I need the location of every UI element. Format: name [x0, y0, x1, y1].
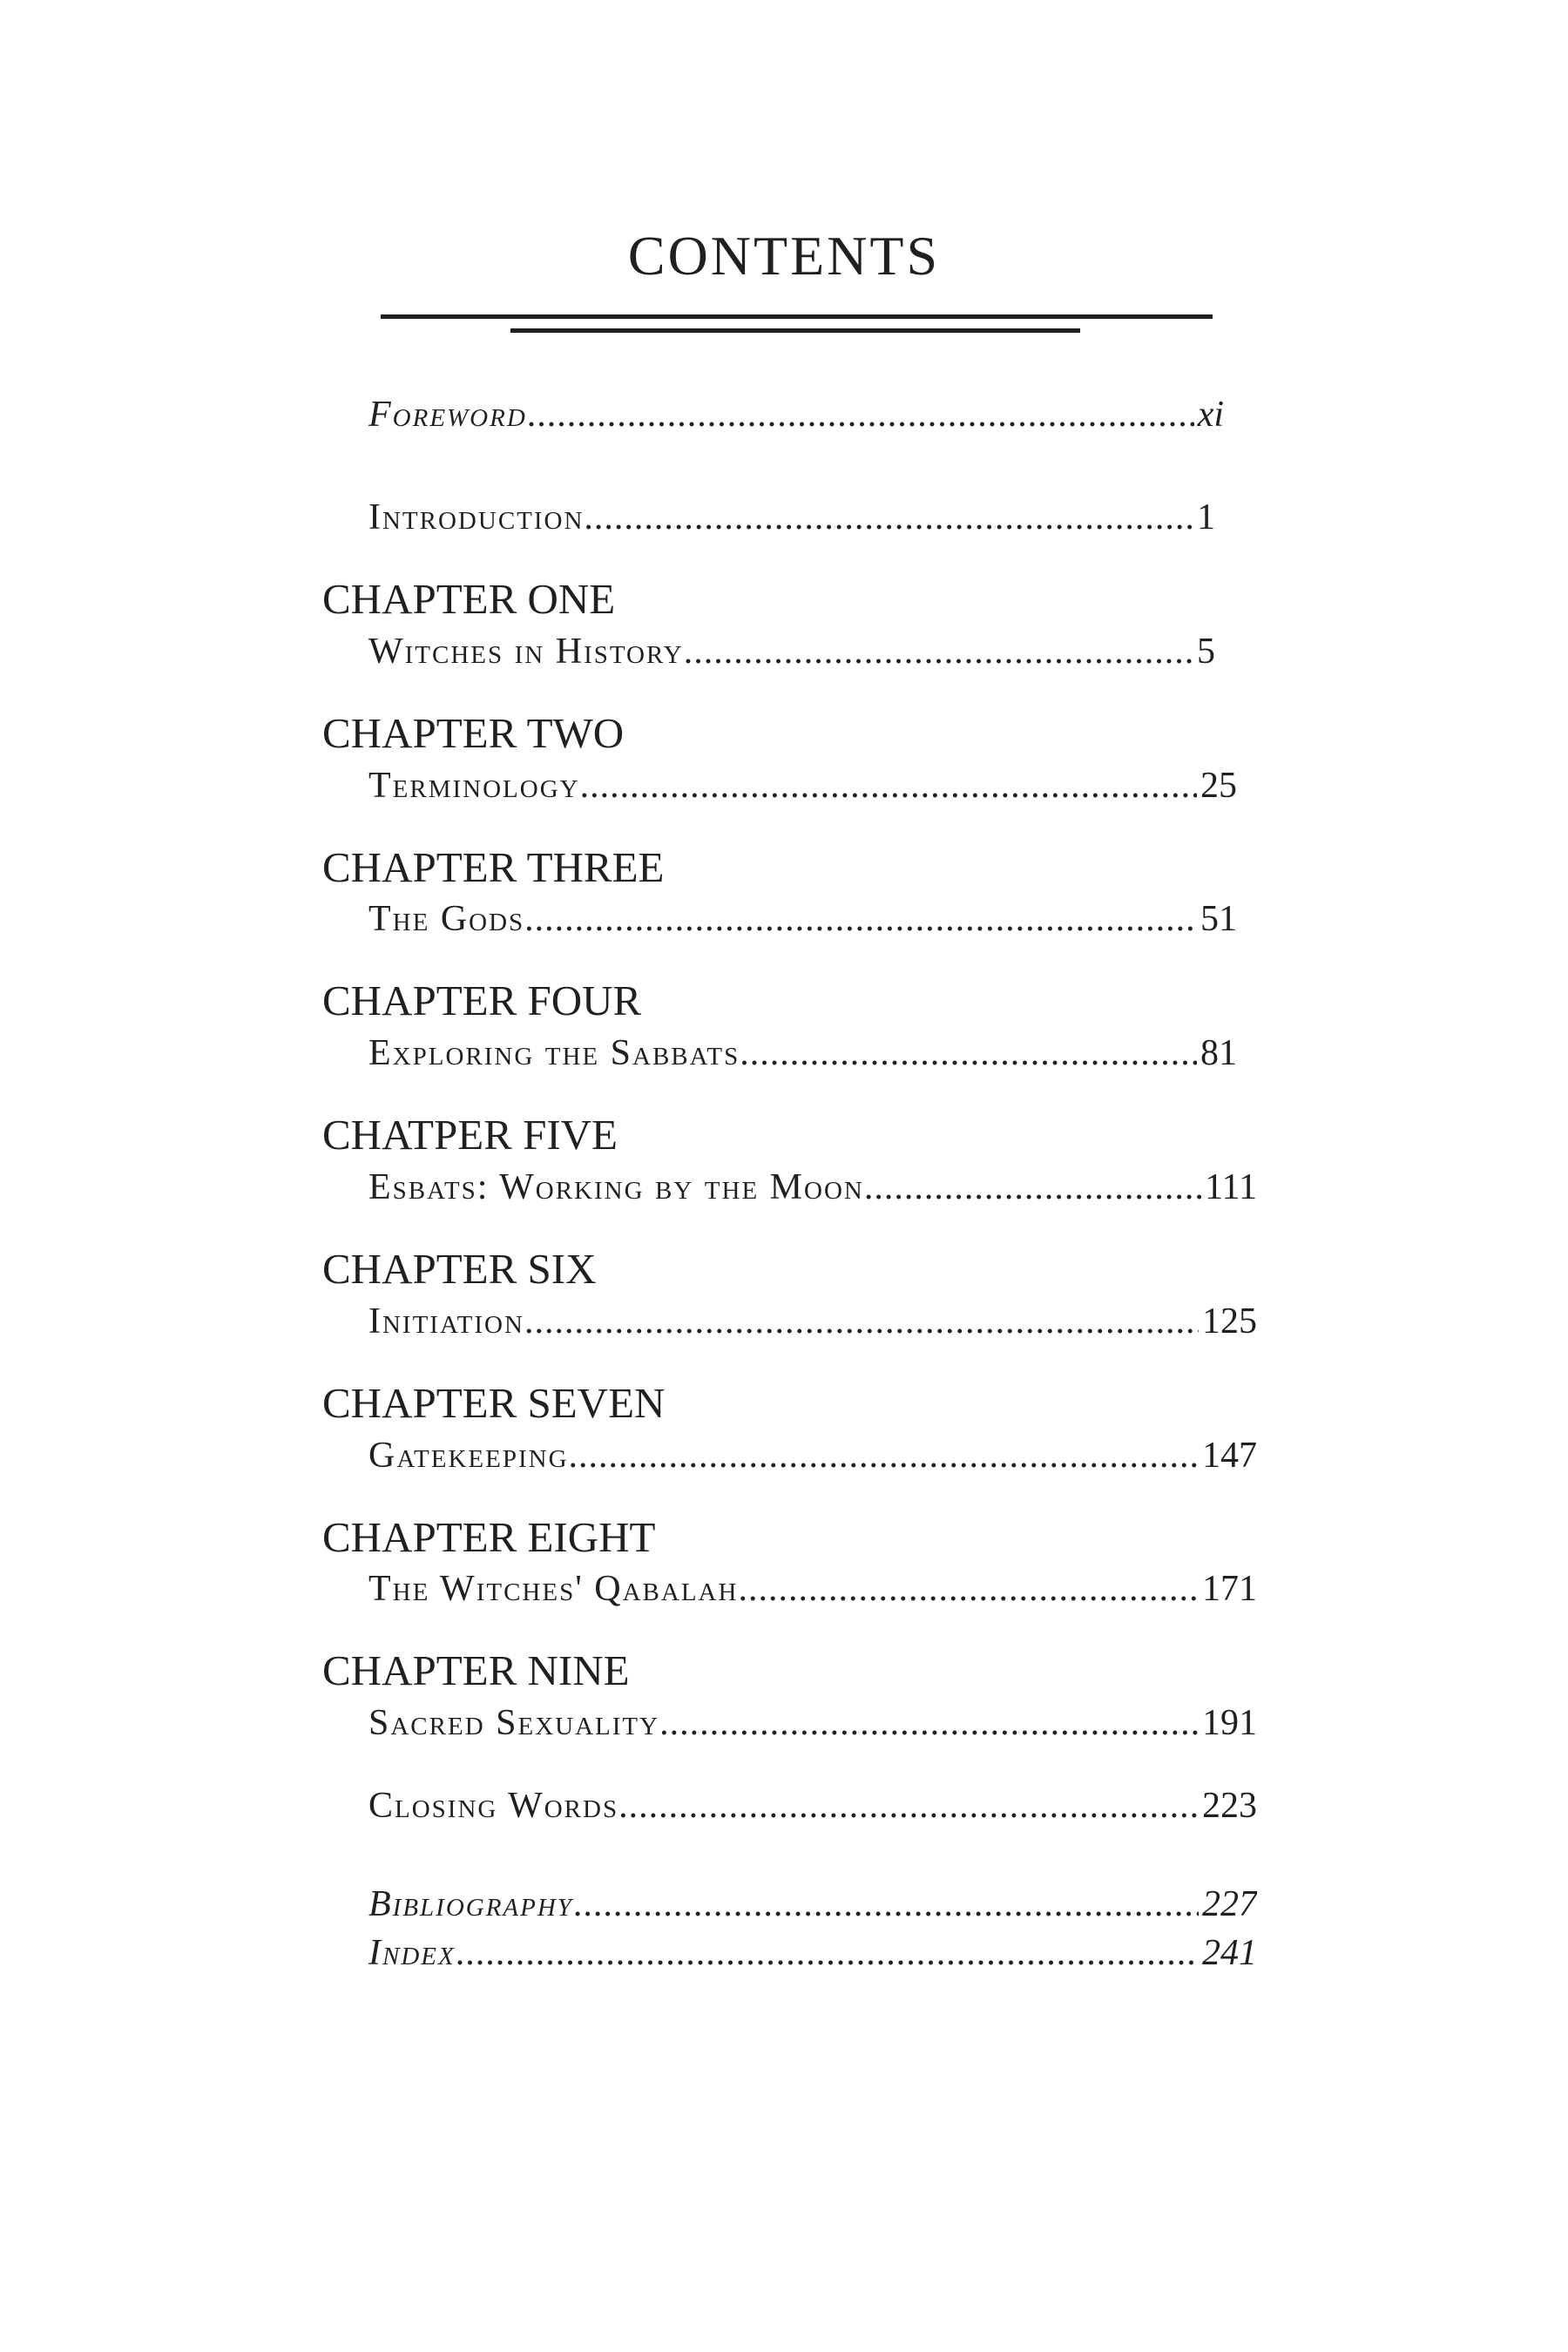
chapter-label: CHAPTER FOUR — [322, 977, 642, 1024]
toc-entry-introduction[interactable] — [368, 499, 1215, 536]
entry-title: Terminology — [368, 767, 580, 804]
entry-page: 171 — [1202, 1571, 1257, 1607]
chapter-label: CHAPTER THREE — [322, 843, 665, 891]
toc-entry-chapter-seven[interactable] — [368, 1437, 1257, 1474]
dot-leader — [569, 1437, 1199, 1474]
dot-leader — [524, 901, 1197, 937]
entry-title: Sacred Sexuality — [368, 1705, 660, 1741]
toc-entry-chapter-eight[interactable] — [368, 1571, 1257, 1607]
entry-title: Introduction — [368, 499, 585, 536]
entry-title: Esbats: Working by the Moon — [368, 1169, 864, 1206]
entry-page: 81 — [1200, 1035, 1237, 1071]
entry-title: Initiation — [368, 1303, 524, 1340]
chapter-label: CHAPTER NINE — [322, 1646, 630, 1694]
chapter-label: CHAPTER TWO — [322, 709, 625, 757]
entry-page: 51 — [1200, 901, 1237, 937]
entry-page: 1 — [1197, 499, 1215, 536]
title-rule-bottom — [510, 328, 1080, 333]
chapter-label: CHAPTER SEVEN — [322, 1379, 666, 1427]
dot-leader — [738, 1571, 1199, 1607]
entry-page: 191 — [1202, 1705, 1257, 1741]
entry-page: 111 — [1205, 1169, 1257, 1206]
chapter-label: CHAPTER SIX — [322, 1245, 597, 1293]
entry-title: Closing Words — [368, 1788, 619, 1824]
toc-entry-chapter-three[interactable] — [368, 901, 1237, 937]
entry-page: 241 — [1202, 1935, 1257, 1971]
dot-leader — [584, 499, 1193, 536]
page-title: contents — [627, 203, 941, 292]
dot-leader — [456, 1935, 1199, 1971]
chapter-label: CHATPER FIVE — [322, 1111, 618, 1159]
entry-page: 5 — [1197, 633, 1215, 670]
entry-title: The Gods — [368, 901, 525, 937]
toc-entry-chapter-six[interactable] — [368, 1303, 1257, 1340]
dot-leader — [618, 1788, 1199, 1824]
toc-entry-closing-words[interactable] — [368, 1788, 1257, 1824]
toc-entry-bibliography[interactable] — [368, 1886, 1257, 1923]
toc-entry-chapter-one[interactable] — [368, 633, 1215, 670]
entry-title: The Witches' Qabalah — [368, 1571, 739, 1607]
entry-page: 227 — [1202, 1886, 1257, 1923]
entry-page: 25 — [1200, 767, 1237, 804]
toc-entry-chapter-five[interactable] — [368, 1169, 1257, 1206]
dot-leader — [580, 767, 1197, 804]
dot-leader — [864, 1169, 1201, 1206]
entry-page: xi — [1197, 396, 1224, 433]
entry-title: Index — [368, 1935, 456, 1971]
entry-page: 223 — [1202, 1788, 1257, 1824]
toc-entry-chapter-two[interactable] — [368, 767, 1237, 804]
dot-leader — [527, 396, 1194, 433]
toc-entry-index[interactable] — [368, 1935, 1257, 1971]
toc-entry-chapter-four[interactable] — [368, 1035, 1237, 1071]
toc-entry-chapter-nine[interactable] — [368, 1705, 1257, 1741]
dot-leader — [684, 633, 1193, 670]
entry-title: Bibliography — [368, 1886, 573, 1923]
toc-entry-foreword[interactable] — [368, 396, 1224, 433]
dot-leader — [573, 1886, 1199, 1923]
chapter-label: CHAPTER ONE — [322, 575, 616, 623]
dot-leader — [740, 1035, 1197, 1071]
entry-title: Foreword — [368, 396, 527, 433]
entry-page: 125 — [1202, 1303, 1257, 1340]
entry-title: Gatekeeping — [368, 1437, 569, 1474]
dot-leader — [524, 1303, 1199, 1340]
dot-leader — [659, 1705, 1199, 1741]
entry-title: Witches in History — [368, 633, 684, 670]
entry-page: 147 — [1202, 1437, 1257, 1474]
title-rule-top — [381, 314, 1213, 319]
entry-title: Exploring the Sabbats — [368, 1035, 740, 1071]
chapter-label: CHAPTER EIGHT — [322, 1513, 656, 1561]
